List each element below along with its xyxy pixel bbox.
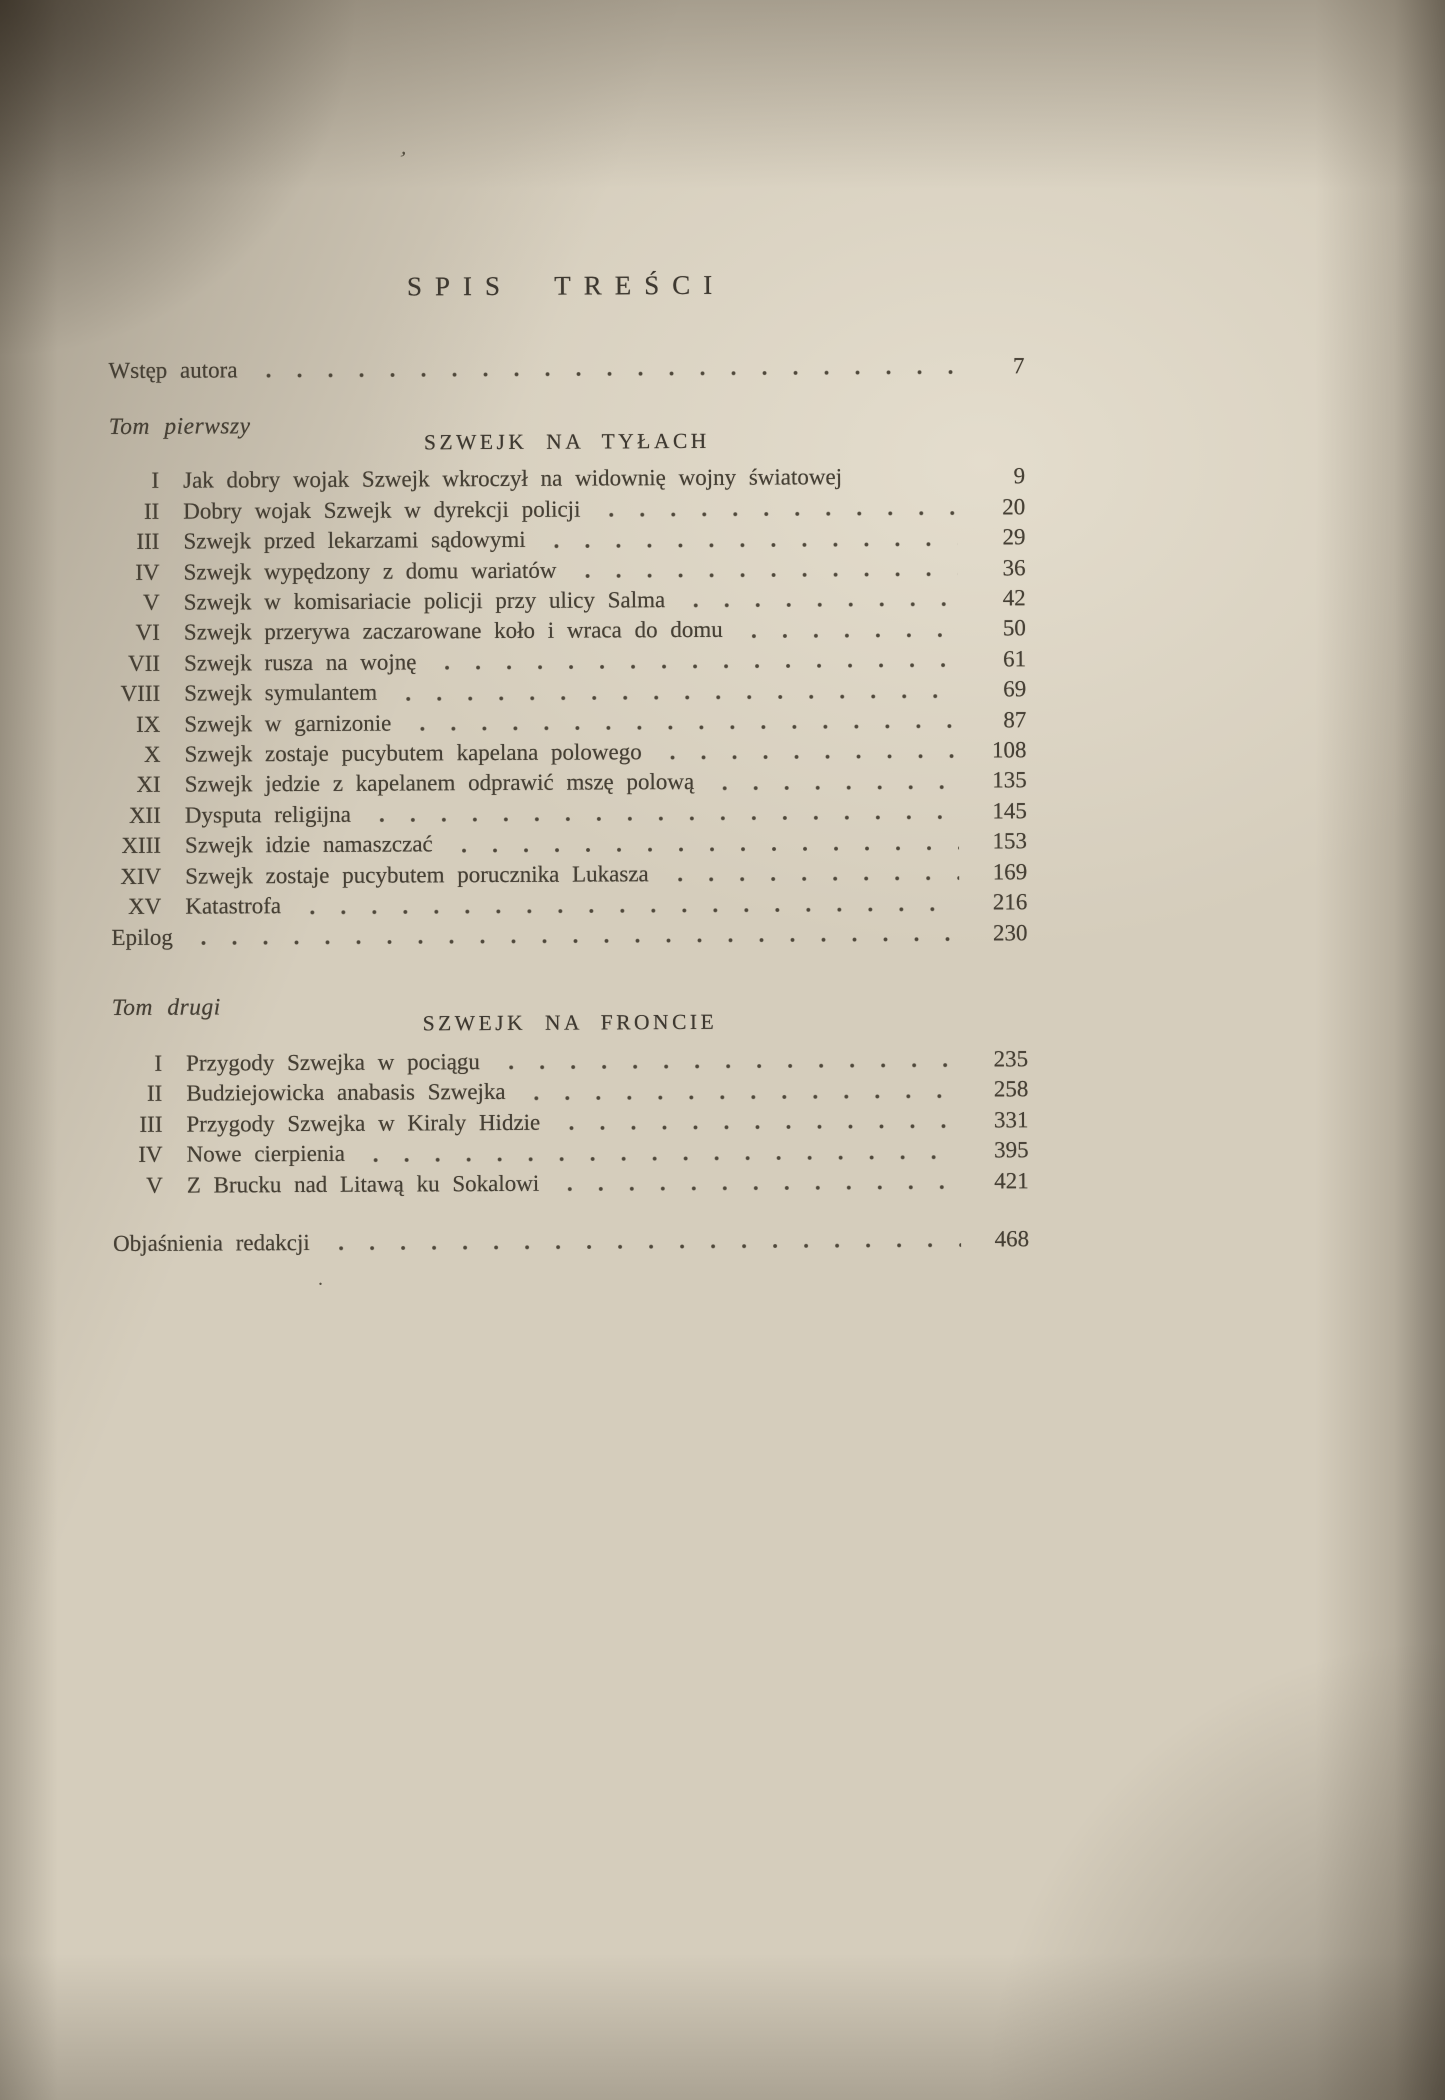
chapter-title: Szwejk przed lekarzami sądowymi bbox=[183, 527, 526, 554]
toc-entry bbox=[112, 1105, 1028, 1140]
dot-leader bbox=[432, 661, 958, 673]
chapter-numeral: IV bbox=[138, 1141, 163, 1167]
chapter-numeral: X bbox=[143, 741, 161, 767]
toc-entry bbox=[109, 522, 1025, 557]
chapter-title: Szwejk symulantem bbox=[184, 679, 378, 706]
chapter-numeral: III bbox=[136, 528, 160, 555]
chapter-title: Szwejk wypędzony z domu wariatów bbox=[183, 557, 557, 585]
page-number: 468 bbox=[994, 1226, 1030, 1252]
toc-entry bbox=[111, 887, 1027, 922]
page-number: 421 bbox=[994, 1167, 1029, 1193]
chapter-title: Jak dobry wojak Szwejk wkroczył na widownię wojny światowej bbox=[183, 464, 843, 494]
dot-leader bbox=[297, 904, 959, 916]
toc-entry bbox=[113, 1166, 1029, 1201]
dot-leader bbox=[496, 1061, 960, 1072]
chapter-numeral: VI bbox=[135, 620, 160, 646]
chapter-numeral: I bbox=[154, 1050, 163, 1076]
dot-leader bbox=[555, 1182, 961, 1193]
dot-leader bbox=[367, 813, 959, 825]
chapter-title: Szwejk przerywa zaczarowane koło i wraca do domu bbox=[183, 617, 723, 646]
toc-entry bbox=[109, 553, 1025, 588]
page-number: 50 bbox=[1002, 615, 1026, 641]
chapter-numeral: VIII bbox=[120, 680, 161, 707]
page-number: 69 bbox=[1003, 676, 1027, 702]
toc-entry bbox=[112, 1075, 1028, 1110]
page-number: 258 bbox=[993, 1076, 1029, 1102]
dot-leader bbox=[393, 691, 958, 703]
chapter-list-volume-1 bbox=[109, 462, 1028, 953]
chapter-title: Szwejk jedzie z kapelanem odprawić mszę polową bbox=[184, 769, 695, 798]
page-number: 169 bbox=[992, 858, 1028, 885]
chapter-title: Budziejowicka anabasis Szwejka bbox=[186, 1079, 506, 1106]
page-number: 145 bbox=[992, 798, 1027, 824]
dot-leader bbox=[407, 722, 958, 734]
toc-entry bbox=[110, 583, 1026, 618]
section-heading: SZWEJK NA TYŁACH bbox=[423, 429, 710, 455]
chapter-numeral: IV bbox=[135, 559, 160, 585]
chapter-numeral: VII bbox=[128, 650, 161, 676]
table-of-contents bbox=[108, 267, 1029, 1259]
chapter-numeral: V bbox=[146, 1172, 163, 1198]
chapter-numeral: III bbox=[139, 1111, 163, 1137]
chapter-title: Szwejk w garnizonie bbox=[184, 710, 392, 737]
page-number: 29 bbox=[1002, 524, 1026, 550]
chapter-title: Nowe cierpienia bbox=[186, 1140, 346, 1167]
page-number: 9 bbox=[1013, 463, 1026, 489]
page-number: 42 bbox=[1002, 585, 1026, 611]
toc-entry bbox=[109, 492, 1025, 527]
dot-leader bbox=[710, 782, 959, 792]
dot-leader bbox=[522, 1091, 961, 1102]
chapter-title: Szwejk zostaje pucybutem porucznika Lukasza bbox=[185, 860, 649, 889]
dot-leader bbox=[681, 600, 958, 610]
page-number: 230 bbox=[992, 919, 1028, 945]
chapter-title: Szwejk zostaje pucybutem kapelana polowego bbox=[184, 739, 642, 767]
entry-label: Wstęp autora bbox=[108, 357, 238, 383]
volume-label: Tom drugi bbox=[111, 994, 221, 1021]
toc-entry bbox=[110, 644, 1026, 679]
chapter-numeral: II bbox=[143, 498, 160, 524]
toc-row-footer bbox=[113, 1224, 1029, 1259]
chapter-title: Dobry wojak Szwejk w dyrekcji policji bbox=[183, 496, 581, 524]
dot-leader bbox=[361, 1152, 961, 1164]
chapter-title: Katastrofa bbox=[185, 893, 282, 919]
chapter-title: Przygody Szwejka w Kiraly Hidzie bbox=[186, 1109, 541, 1137]
dot-leader bbox=[254, 368, 957, 381]
page-number: 87 bbox=[1003, 706, 1027, 732]
page-number: 7 bbox=[1012, 353, 1025, 379]
dot-leader bbox=[572, 570, 957, 581]
entry-label: Epilog bbox=[111, 924, 173, 950]
page-number: 108 bbox=[991, 737, 1027, 763]
toc-entry bbox=[111, 857, 1027, 892]
page-number: 331 bbox=[993, 1106, 1029, 1133]
dot-leader bbox=[665, 874, 959, 885]
toc-entry bbox=[113, 1135, 1029, 1170]
page-number: 235 bbox=[993, 1046, 1029, 1072]
dot-leader bbox=[556, 1122, 960, 1133]
print-artifact: ’ bbox=[394, 145, 410, 172]
toc-entry bbox=[109, 462, 1025, 497]
entry-label: Objaśnienia redakcji bbox=[113, 1229, 310, 1256]
dot-leader bbox=[542, 539, 958, 550]
chapter-title: Szwejk w komisariacie policji przy ulicy Salma bbox=[183, 587, 666, 615]
toc-entry-epilog bbox=[111, 918, 1027, 953]
page-number: 135 bbox=[992, 767, 1027, 793]
dot-leader bbox=[658, 752, 959, 763]
page-number: 36 bbox=[1002, 554, 1026, 580]
chapter-numeral: XIII bbox=[121, 833, 162, 859]
toc-entry bbox=[111, 796, 1027, 831]
toc-entry bbox=[111, 766, 1027, 801]
chapter-list-volume-2 bbox=[112, 1044, 1029, 1201]
chapter-title: Dysputa religijna bbox=[184, 801, 351, 828]
chapter-numeral: IX bbox=[136, 711, 161, 737]
page-number: 395 bbox=[994, 1137, 1029, 1163]
dot-leader bbox=[858, 478, 957, 488]
toc-entry bbox=[110, 705, 1026, 740]
toc-entry bbox=[110, 614, 1026, 649]
chapter-numeral: XV bbox=[128, 893, 162, 919]
chapter-numeral: XI bbox=[136, 772, 161, 798]
dot-leader bbox=[449, 843, 959, 855]
dot-leader bbox=[189, 934, 960, 947]
toc-entry bbox=[110, 674, 1026, 709]
dot-leader bbox=[596, 509, 957, 520]
print-artifact: . bbox=[318, 1268, 323, 1290]
chapter-numeral: XIV bbox=[120, 863, 162, 889]
toc-entry bbox=[110, 735, 1026, 770]
chapter-title: Szwejk rusza na wojnę bbox=[183, 649, 417, 676]
page-title: SPIS TREŚCI bbox=[406, 269, 726, 302]
toc-row-intro bbox=[108, 351, 1024, 386]
chapter-numeral: I bbox=[151, 468, 160, 494]
chapter-title: Szwejk idzie namaszczać bbox=[184, 831, 433, 858]
toc-entry bbox=[111, 826, 1027, 861]
dot-leader bbox=[326, 1241, 961, 1253]
chapter-title: Z Brucku nad Litawą ku Sokalowi bbox=[186, 1170, 540, 1198]
chapter-numeral: II bbox=[146, 1081, 163, 1107]
page-number: 61 bbox=[1002, 646, 1027, 672]
page-number: 216 bbox=[992, 889, 1028, 915]
dot-leader bbox=[739, 630, 958, 640]
toc-entry bbox=[112, 1044, 1028, 1079]
chapter-numeral: V bbox=[143, 589, 160, 615]
chapter-title: Przygody Szwejka w pociągu bbox=[186, 1048, 480, 1076]
page-number: 153 bbox=[992, 828, 1028, 854]
volume-label: Tom pierwszy bbox=[108, 413, 251, 441]
page-number: 20 bbox=[1002, 494, 1026, 520]
chapter-numeral: XII bbox=[128, 802, 161, 828]
section-heading: SZWEJK NA FRONCIE bbox=[422, 1009, 718, 1036]
